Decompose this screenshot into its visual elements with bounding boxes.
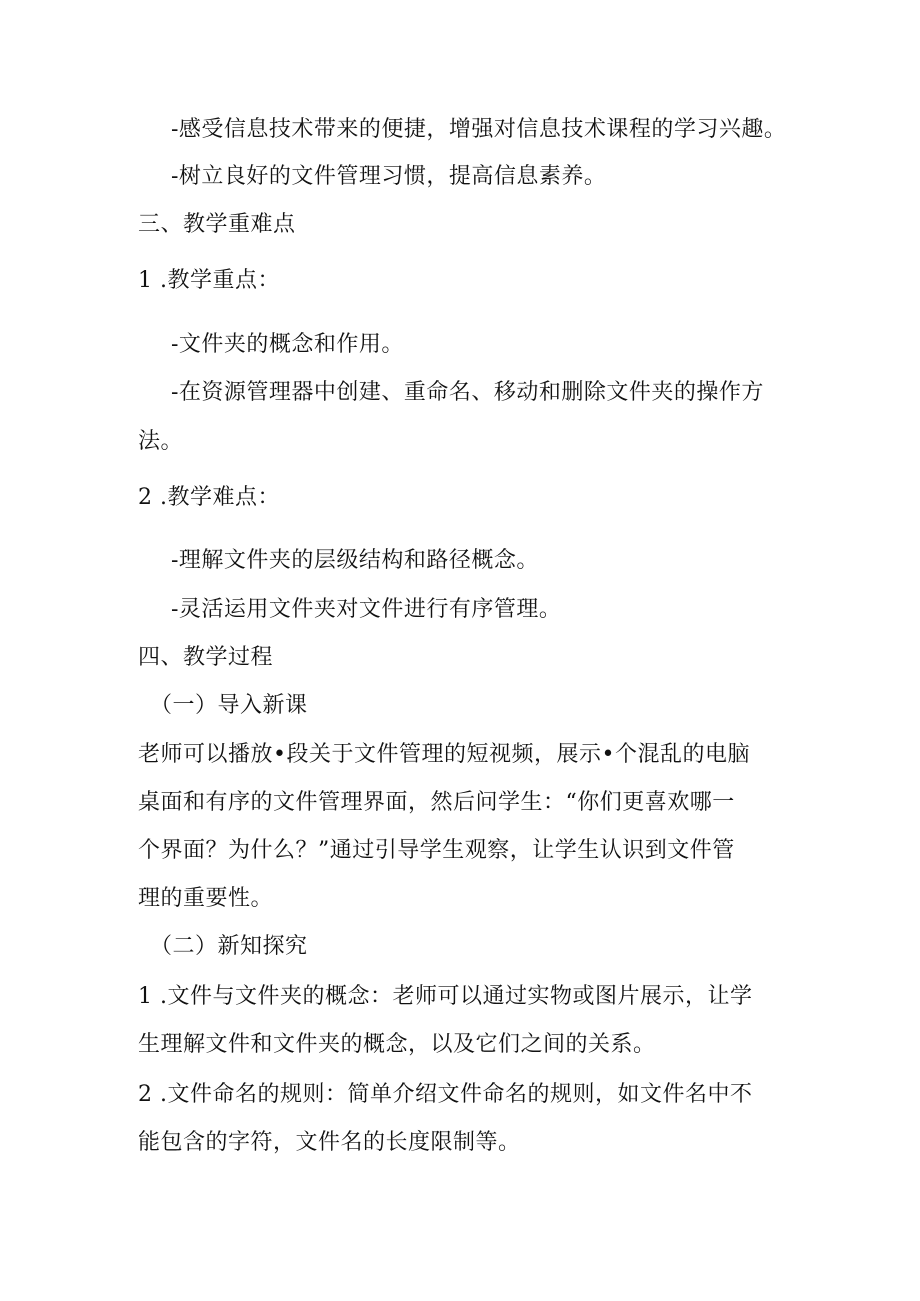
- paragraph-line-6: -在资源管理器中创建、重命名、移动和删除文件夹的操作方: [171, 380, 764, 405]
- section-heading-4: 四、教学过程: [138, 645, 274, 670]
- section-heading-3: 三、教学重难点: [138, 212, 296, 237]
- paragraph-line-18: 1 .文件与文件夹的概念：老师可以通过实物或图片展示，让学: [138, 984, 753, 1009]
- paragraph-line-15: 个界面？为什么？”通过引导学生观察，让学生认识到文件管: [138, 838, 735, 863]
- subheading-difficulties: 2 .教学难点：: [138, 485, 280, 510]
- paragraph-line-21: 能包含的字符，文件名的长度限制等。: [138, 1130, 521, 1155]
- paragraph-line-14: 桌面和有序的文件管理界面，然后问学生：“你们更喜欢哪一: [138, 790, 735, 815]
- paragraph-line-2: -树立良好的文件管理习惯，提高信息素养。: [171, 164, 607, 189]
- paragraph-line-19: 生理解文件和文件夹的概念，以及它们之间的关系。: [138, 1032, 656, 1057]
- subsection-heading-1: （一）导入新课: [150, 693, 308, 718]
- paragraph-line-7: 法。: [138, 429, 184, 454]
- subsection-heading-2: （二）新知探究: [150, 934, 308, 959]
- paragraph-line-1: -感受信息技术带来的便捷，增强对信息技术课程的学习兴趣。: [171, 117, 787, 142]
- paragraph-line-13: 老师可以播放•段关于文件管理的短视频，展示•个混乱的电脑: [138, 742, 750, 767]
- paragraph-line-9: -理解文件夹的层级结构和路径概念。: [171, 548, 539, 573]
- paragraph-line-10: -灵活运用文件夹对文件进行有序管理。: [171, 597, 562, 622]
- paragraph-line-16: 理的重要性。: [138, 886, 274, 911]
- paragraph-line-5: -文件夹的概念和作用。: [171, 332, 404, 357]
- subheading-key-points: 1 .教学重点：: [138, 268, 280, 293]
- paragraph-line-20: 2 .文件命名的规则：简单介绍文件命名的规则，如文件名中不: [138, 1082, 753, 1107]
